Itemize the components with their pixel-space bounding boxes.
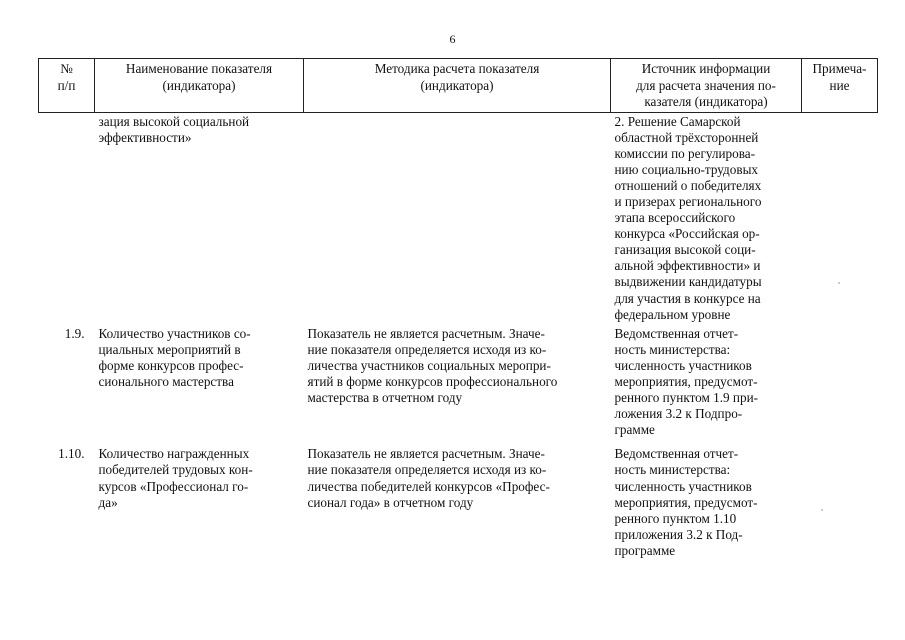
- header-row: [39, 59, 878, 113]
- cell-note: [802, 112, 878, 325]
- cell-name: Количество награжденных победителей трудовых кон- курсов «Профессионал го- да»: [98, 446, 253, 510]
- table-header: [39, 59, 878, 113]
- cell-name: Количество участников со- циальных мероприятий в форме конкурсов профес- сионального мастерства: [98, 325, 251, 389]
- cell-number: [39, 112, 95, 325]
- cell-source: 2. Решение Самарской областной трёхсторонней комиссии по регулирова- нию социально-трудовых отношений о победителях и призерах регионального этапа всероссийского конкурса «Российская ор- ганизация высокой соци- альной эффективности» и выдвижении кандидатуры для участия в конкурсе на федеральном уровне: [614, 113, 762, 322]
- table-row: [39, 112, 878, 325]
- header-cell-note: Примеча- ние: [802, 59, 878, 113]
- header-cell-source: Источник информации для расчета значения по- казателя (индикатора): [611, 59, 802, 113]
- cell-name: зация высокой социальной эффективности»: [98, 113, 250, 145]
- scan-speck: [838, 282, 840, 284]
- cell-number: 1.9.: [64, 325, 85, 341]
- table-row: [39, 440, 878, 561]
- page-number: 6: [449, 32, 456, 46]
- cell-method: Показатель не является расчетным. Значе- ние показателя определяется исходя из ко- личества участников социальных меропри- ятий в форме конкурсов профессионального мастерства в отчетном году: [307, 325, 558, 406]
- table-body: [39, 112, 878, 561]
- header-cell-number: № п/п: [39, 59, 95, 113]
- scan-speck: [821, 509, 823, 511]
- cell-method: [304, 112, 611, 325]
- indicator-table: [38, 58, 878, 561]
- cell-note: [802, 440, 878, 561]
- cell-note: [802, 325, 878, 441]
- cell-source: Ведомственная отчет- ность министерства: численность участников мероприятия, предусмот- ренного пунктом 1.9 при- ложения 3.2 к Подпро- грамме: [614, 325, 759, 438]
- header-cell-name: Наименование показателя (индикатора): [95, 59, 304, 113]
- table-row: [39, 325, 878, 441]
- header-cell-method: Методика расчета показателя (индикатора): [304, 59, 611, 113]
- cell-method: Показатель не является расчетным. Значе- ние показателя определяется исходя из ко- личества победителей конкурсов «Профес- сионал года» в отчетном году: [307, 446, 550, 510]
- cell-source: Ведомственная отчет- ность министерства: численность участников мероприятия, предусмот- ренного пунктом 1.10 приложения 3.2 к Под- программе: [614, 446, 758, 558]
- cell-number: 1.10.: [58, 446, 85, 462]
